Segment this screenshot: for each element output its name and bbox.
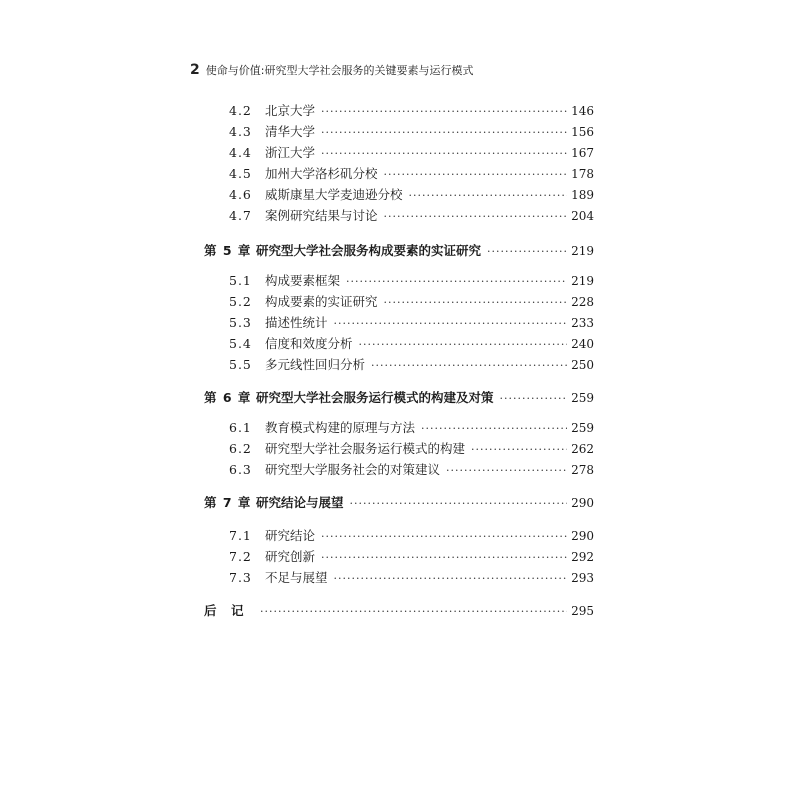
toc-chapter-entry: [204, 601, 594, 621]
toc-entry-number: 4.6: [229, 187, 252, 202]
toc-section-entry: [229, 271, 594, 291]
dot-leader: [421, 422, 567, 435]
dot-leader: [321, 147, 567, 160]
toc-entry-number: 7.2: [229, 549, 252, 564]
toc-entry-title: 研究创新: [265, 549, 316, 564]
toc-section-entry: [229, 526, 594, 546]
toc-entry-page: 290: [571, 529, 594, 543]
toc-entry-title: 案例研究结果与讨论: [265, 208, 378, 223]
toc-entry-title: 研究型大学社会服务运行模式的构建及对策: [256, 390, 494, 405]
dot-leader: [384, 296, 568, 309]
toc-section-entry: [229, 460, 594, 480]
toc-entry-title: 研究结论与展望: [256, 495, 344, 510]
toc-entry-number: 后 记: [204, 603, 245, 618]
toc-entry-title: 不足与展望: [265, 570, 328, 585]
toc-entry-title: 浙江大学: [265, 145, 316, 160]
toc-entry-page: 219: [571, 244, 594, 258]
toc-section-entry: [229, 568, 594, 588]
toc-entry-title: 研究型大学服务社会的对策建议: [265, 462, 441, 477]
dot-leader: [446, 464, 567, 477]
toc-section-entry: [229, 313, 594, 333]
dot-leader: [334, 317, 568, 330]
toc-entry-page: 295: [571, 604, 594, 618]
toc-section-entry: [229, 439, 594, 459]
toc-section-entry: [229, 206, 594, 226]
toc-section-entry: [229, 101, 594, 121]
toc-entry-number: 6.2: [229, 441, 252, 456]
dot-leader: [500, 392, 568, 405]
running-header: [190, 62, 473, 78]
toc-entry-number: 4.7: [229, 208, 252, 223]
toc-entry-page: 204: [571, 209, 594, 223]
toc-entry-number: 4.4: [229, 145, 252, 160]
toc-section-entry: [229, 143, 594, 163]
toc-entry-page: 228: [571, 295, 594, 309]
toc-entry-number: 5.4: [229, 336, 252, 351]
toc-entry-page: 156: [571, 125, 594, 139]
toc-entry-page: 178: [571, 167, 594, 181]
toc-entry-number: 第 5 章: [204, 243, 252, 258]
running-title: 使命与价值:研究型大学社会服务的关键要素与运行模式: [205, 64, 474, 77]
toc-entry-page: 259: [571, 391, 594, 405]
toc-section-entry: [229, 185, 594, 205]
toc-entry-title: 北京大学: [265, 103, 316, 118]
dot-leader: [334, 572, 568, 585]
toc-entry-page: 240: [571, 337, 594, 351]
toc-section-entry: [229, 334, 594, 354]
dot-leader: [359, 338, 568, 351]
toc-chapter-entry: [204, 388, 594, 408]
toc-entry-number: 5.3: [229, 315, 252, 330]
dot-leader: [321, 126, 567, 139]
dot-leader: [371, 359, 567, 372]
toc-entry-number: 5.5: [229, 357, 252, 372]
page-number: 2: [190, 62, 200, 78]
toc-entry-title: 加州大学洛杉矶分校: [265, 166, 378, 181]
toc-entry-page: 233: [571, 316, 594, 330]
toc-entry-number: 6.3: [229, 462, 252, 477]
toc-section-entry: [229, 355, 594, 375]
toc-entry-page: 259: [571, 421, 594, 435]
toc-section-entry: [229, 547, 594, 567]
toc-entry-number: 7.1: [229, 528, 252, 543]
toc-entry-title: 研究型大学社会服务运行模式的构建: [265, 441, 466, 456]
toc-entry-number: 4.2: [229, 103, 252, 118]
toc-entry-number: 6.1: [229, 420, 252, 435]
toc-entry-title: 教育模式构建的原理与方法: [265, 420, 416, 435]
toc-entry-page: 262: [571, 442, 594, 456]
toc-entry-number: 4.3: [229, 124, 252, 139]
toc-entry-title: 清华大学: [265, 124, 316, 139]
dot-leader: [346, 275, 567, 288]
toc-section-entry: [229, 164, 594, 184]
toc-entry-page: 146: [571, 104, 594, 118]
toc-entry-title: 构成要素的实证研究: [265, 294, 378, 309]
toc-entry-title: 研究结论: [265, 528, 316, 543]
toc-chapter-entry: [204, 241, 594, 261]
toc-section-entry: [229, 122, 594, 142]
toc-entry-number: 7.3: [229, 570, 252, 585]
toc-section-entry: [229, 418, 594, 438]
dot-leader: [487, 245, 567, 258]
toc-entry-title: 信度和效度分析: [265, 336, 353, 351]
dot-leader: [350, 497, 568, 510]
toc-entry-page: 189: [571, 188, 594, 202]
toc-entry-title: 描述性统计: [265, 315, 328, 330]
toc-entry-title: 构成要素框架: [265, 273, 341, 288]
toc-entry-page: 278: [571, 463, 594, 477]
toc-entry-page: 293: [571, 571, 594, 585]
dot-leader: [409, 189, 568, 202]
toc-entry-page: 292: [571, 550, 594, 564]
toc-entry-number: 5.2: [229, 294, 252, 309]
dot-leader: [471, 443, 567, 456]
toc-entry-number: 5.1: [229, 273, 252, 288]
toc-entry-page: 219: [571, 274, 594, 288]
toc-chapter-entry: [204, 493, 594, 513]
dot-leader: [384, 168, 568, 181]
dot-leader: [321, 530, 567, 543]
toc-entry-number: 4.5: [229, 166, 252, 181]
toc-entry-page: 250: [571, 358, 594, 372]
dot-leader: [321, 551, 567, 564]
toc-entry-title: 多元线性回归分析: [265, 357, 366, 372]
toc-entry-number: 第 7 章: [204, 495, 252, 510]
toc-entry-title: 研究型大学社会服务构成要素的实证研究: [256, 243, 482, 258]
toc-entry-title: 威斯康星大学麦迪逊分校: [265, 187, 403, 202]
dot-leader: [260, 605, 567, 618]
dot-leader: [384, 210, 568, 223]
toc-entry-number: 第 6 章: [204, 390, 252, 405]
toc-entry-page: 290: [571, 496, 594, 510]
toc-entry-page: 167: [571, 146, 594, 160]
toc-section-entry: [229, 292, 594, 312]
dot-leader: [321, 105, 567, 118]
